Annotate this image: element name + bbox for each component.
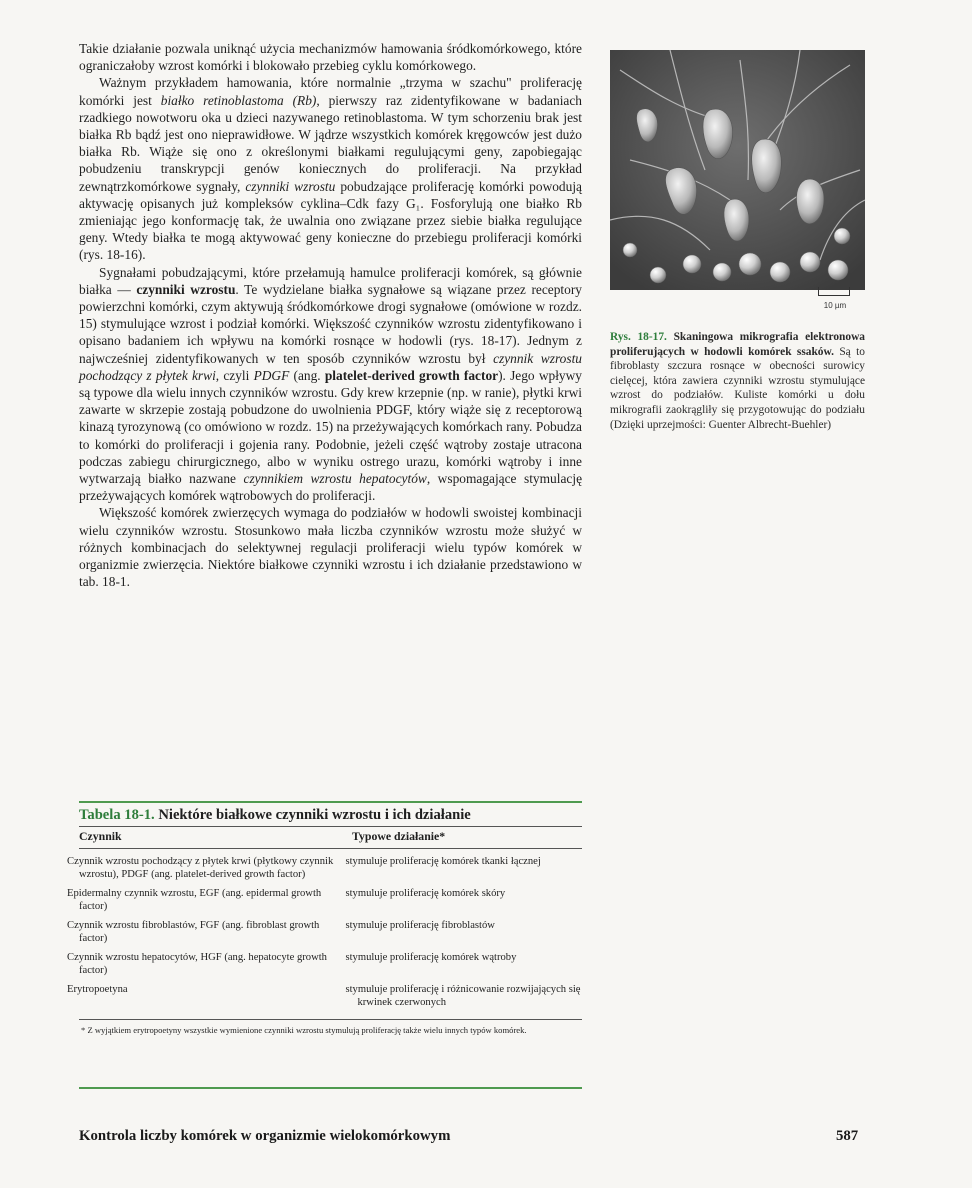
term-growth-factors: czynniki wzrostu	[245, 178, 336, 194]
term-pdgf: PDGF	[253, 367, 290, 383]
table-cell-action: stymuluje proliferację fibroblastów	[345, 920, 495, 931]
micrograph-illustration	[610, 50, 865, 290]
table-cell-factor: Czynnik wzrostu pochodzący z płytek krwi (płytkowy czynnik wzrostu), PDGF (ang. platelet-derived growth factor)	[67, 856, 334, 880]
scale-bar	[818, 287, 850, 296]
paragraph-4: Większość komórek zwierzęcych wymaga do podziałów w hodowli swoistej kombinacji wielu czynników wzrostu. Stosunkowo mała liczba czynników wzrostu może służyć w różnych kombinacjach do selektywnej regulacji proliferacji wielu typów komórek w organizmie zwierzęcia. Niektóre białkowe czynniki wzrostu i ich działanie przedstawiono w tab. 18-1.	[79, 505, 582, 590]
table-row	[67, 855, 582, 881]
term-pdgf-full: czynnik wzrostu pochodzący z płytek krwi	[79, 350, 582, 383]
caption-body: Są to fibroblasty szczura rosnące w obecności surowicy cielęcej, która zawiera czynniki wzrostu stymulujące wzrost do podziałów. Kuliste komórki u dołu mikrografii zaokrągliły się przygotowując do podziału (Dzięki uprzejmości: Guenter Albrecht-Buehler)	[610, 345, 865, 431]
table-cell-action: stymuluje proliferację komórek tkanki łącznej	[345, 856, 541, 867]
table-header-factor: Czynnik	[79, 829, 122, 843]
growth-factors-table	[67, 801, 582, 1036]
paragraph-3: Sygnałami pobudzającymi, które przełamują hamulce proliferacji komórek, są głównie białka — czynniki wzrostu. Te wydzielane białka sygnałowe są wiązane przez receptory powierzchni komórki, czym aktywują śródkomórkowe drogi sygnałowe (omówione w rozdz. 15) stymulujące wzrost i podział komórki. Większość czynników wzrostu zidentyfikowano i opisano badaniem ich wpływu na komórki rosnące w hodowli (rys. 18-17). Jednym z najwcześniej zidentyfikowanych w ten sposób czynników wzrostu był czynnik wzrostu pochodzący z płytek krwi, czyli PDGF (ang. platelet-derived growth factor). Jego wpływy są typowe dla wielu innych czynników wzrostu. Gdy krew krzepnie (np. w ranie), płytki krwi zawarte w skrzepie zostają pobudzone do uwolnienia PDGF, który wiąże się z receptorową kinazą tyrozynową (co omówiono w rozdz. 15) na przeżywających komórkach rany. Pobudza to komórki do proliferacji i gojenia rany. Podobnie, jeżeli część wątroby zostaje utracona podczas zabiegu chirurgicznego, albo w wyniku ostrego urazu, komórki wątroby i inne wytwarzają białko nazwane czynnikiem wzrostu hepatocytów, wspomagające stymulację przeżywających komórek wątrobowych do proliferacji.	[79, 264, 583, 504]
table-row	[67, 983, 582, 1009]
paragraph-2: Ważnym przykładem hamowania, które normalnie „trzyma w szachu" proliferację komórki jest białko retinoblastoma (Rb), pierwszy raz zidentyfikowane w badaniach rzadkiego nowotworu oka u dzieci nazywanego retinoblastoma. W tym schorzeniu brak jest białka Rb bądź jest ono nieprawidłowe. W jądrze wszystkich komórek kręgowców jest dużo białka Rb. Wiąże się ono z określonymi białkami regulującymi geny, zapobiegając pobudzeniu transkrypcji genów koniecznych do proliferacji. Na przykład zewnątrzkomórkowe sygnały, czynniki wzrostu pobudzające proliferację komórki powodują aktywację opisanych już kompleksów cyklina–Cdk fazy G₁. Fosforylują one białko Rb zmieniając jego konformację tak, że uwalnia ono związane przez siebie białka regulujące geny. Wtedy białka te mogą aktywować geny konieczne do przebiegu proliferacji komórki (rys. 18-16).	[79, 75, 583, 263]
table-header-action: Typowe działanie*	[352, 829, 446, 843]
table-row	[67, 919, 582, 945]
term-hgf: czynnikiem wzrostu hepatocytów	[243, 471, 427, 487]
page-number: 587	[836, 1128, 859, 1144]
table-cell-action: stymuluje proliferację komórek skóry	[345, 888, 506, 899]
caption-label: Rys. 18-17.	[610, 331, 667, 343]
table-cell-action: stymuluje proliferację komórek wątroby	[345, 952, 517, 963]
table-label: Tabela 18-1.	[79, 807, 155, 823]
main-text-column	[79, 40, 582, 591]
table-cell-factor: Czynnik wzrostu fibroblastów, FGF (ang. fibroblast growth factor)	[67, 920, 320, 944]
table-title	[79, 803, 582, 826]
table-cell-action: stymuluje proliferację i różnicowanie rozwijających się krwinek czerwonych	[345, 984, 581, 1008]
table-footnote: * Z wyjątkiem erytropoetyny wszystkie wymienione czynniki wzrostu stymulują proliferację także wielu innych typów komórek.	[81, 1025, 527, 1035]
paragraph-1: Takie działanie pozwala uniknąć użycia mechanizmów hamowania śródkomórkowego, które ograniczałoby wzrost komórki i blokowało przebieg cyklu komórkowego.	[79, 41, 582, 74]
term-platelet-derived: platelet-derived growth factor	[324, 367, 499, 383]
table-row	[67, 951, 582, 977]
term-retinoblastoma: białko retinoblastoma (Rb)	[160, 92, 317, 108]
running-footer-title: Kontrola liczby komórek w organizmie wielokomórkowym	[79, 1128, 451, 1144]
figure-caption	[610, 330, 865, 432]
caption-title: Skaningowa mikrografia elektronowa proliferujących w hodowli komórek ssaków.	[610, 331, 865, 358]
term-growth-factors-bold: czynniki wzrostu	[136, 281, 236, 297]
table-header-rule-bottom	[79, 848, 582, 849]
table-header-row	[79, 827, 582, 848]
table-bottom-rule	[79, 1087, 582, 1089]
table-row	[67, 887, 582, 913]
table-title-text: Niektóre białkowe czynniki wzrostu i ich działanie	[158, 807, 471, 823]
micrograph-image	[610, 50, 865, 290]
table-cell-factor: Erytropoetyna	[67, 984, 128, 995]
table-cell-factor: Czynnik wzrostu hepatocytów, HGF (ang. hepatocyte growth factor)	[67, 952, 327, 976]
scale-label: 10 µm	[823, 301, 847, 310]
table-cell-factor: Epidermalny czynnik wzrostu, EGF (ang. epidermal growth factor)	[67, 888, 322, 912]
